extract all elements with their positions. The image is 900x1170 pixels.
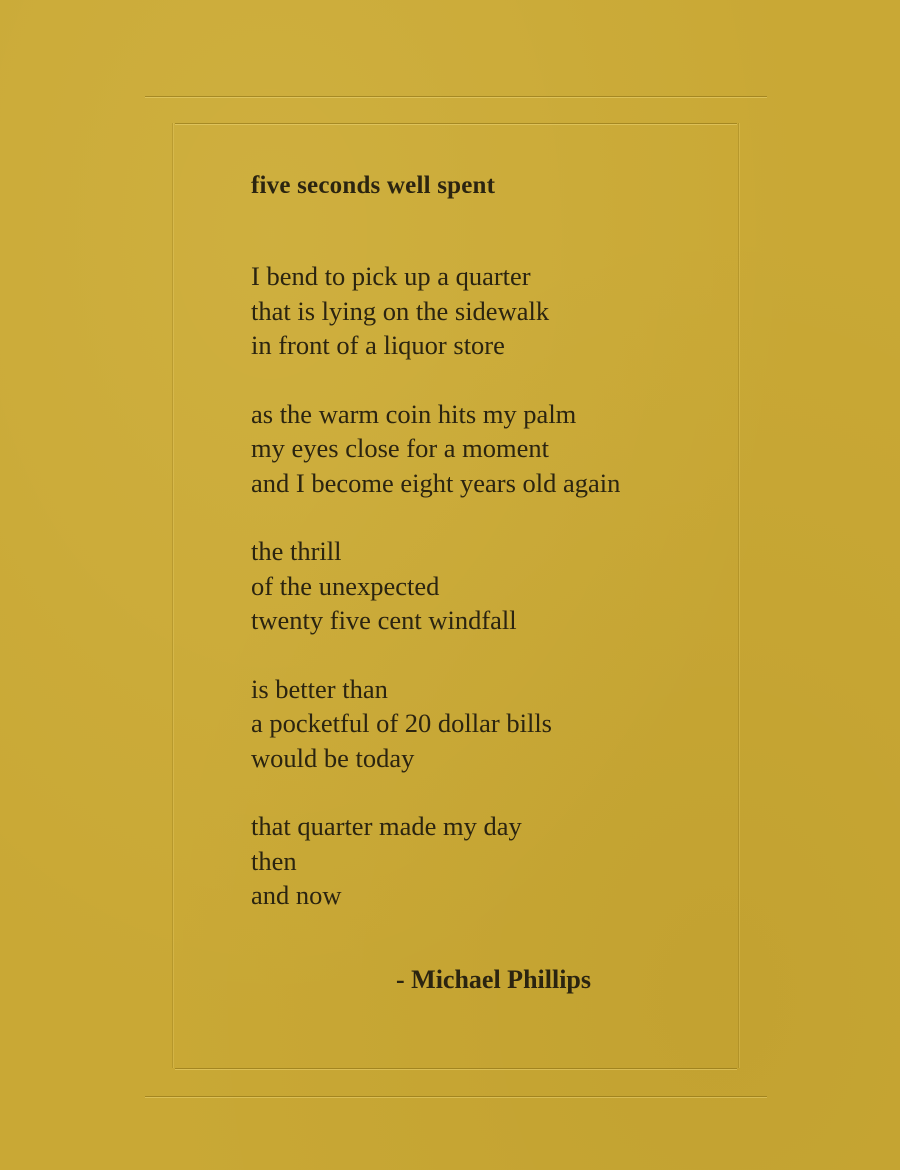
poem-line: in front of a liquor store [251, 330, 505, 360]
poem-line: and now [251, 880, 342, 910]
stanza-2 [251, 397, 721, 501]
poem-line: then [251, 845, 297, 876]
embossed-frame-right [738, 123, 740, 1068]
poem-line: a pocketful of 20 dollar bills [251, 708, 552, 738]
embossed-frame-left [172, 123, 174, 1068]
embossed-frame-top-inner [175, 123, 737, 125]
poem-body [251, 259, 721, 947]
stanza-4 [251, 672, 721, 776]
embossed-frame-top-outer [145, 96, 767, 98]
embossed-frame-bottom-outer [145, 1096, 767, 1098]
stanza-5 [251, 809, 721, 913]
poem-line: I bend to pick up a quarter [251, 261, 531, 291]
poem-line: would be today [251, 742, 415, 773]
poem-line: that is lying on the sidewalk [251, 295, 550, 326]
poem-line: of the unexpected [251, 570, 440, 601]
embossed-frame-bottom-inner [175, 1068, 737, 1070]
poem-line: and I become eight years old again [251, 467, 621, 498]
stanza-3 [251, 534, 721, 638]
poem-line: that quarter made my day [251, 811, 522, 841]
author-signature: - Michael Phillips [396, 965, 591, 994]
poem-line: my eyes close for a moment [251, 433, 550, 463]
poem-title: five seconds well spent [251, 172, 496, 199]
poem-line: twenty five cent windfall [251, 605, 517, 635]
poem-line: as the warm coin hits my palm [251, 398, 577, 429]
poem-line: is better than [251, 673, 388, 704]
stanza-1 [251, 259, 721, 363]
poem-line: the thrill [251, 536, 342, 566]
